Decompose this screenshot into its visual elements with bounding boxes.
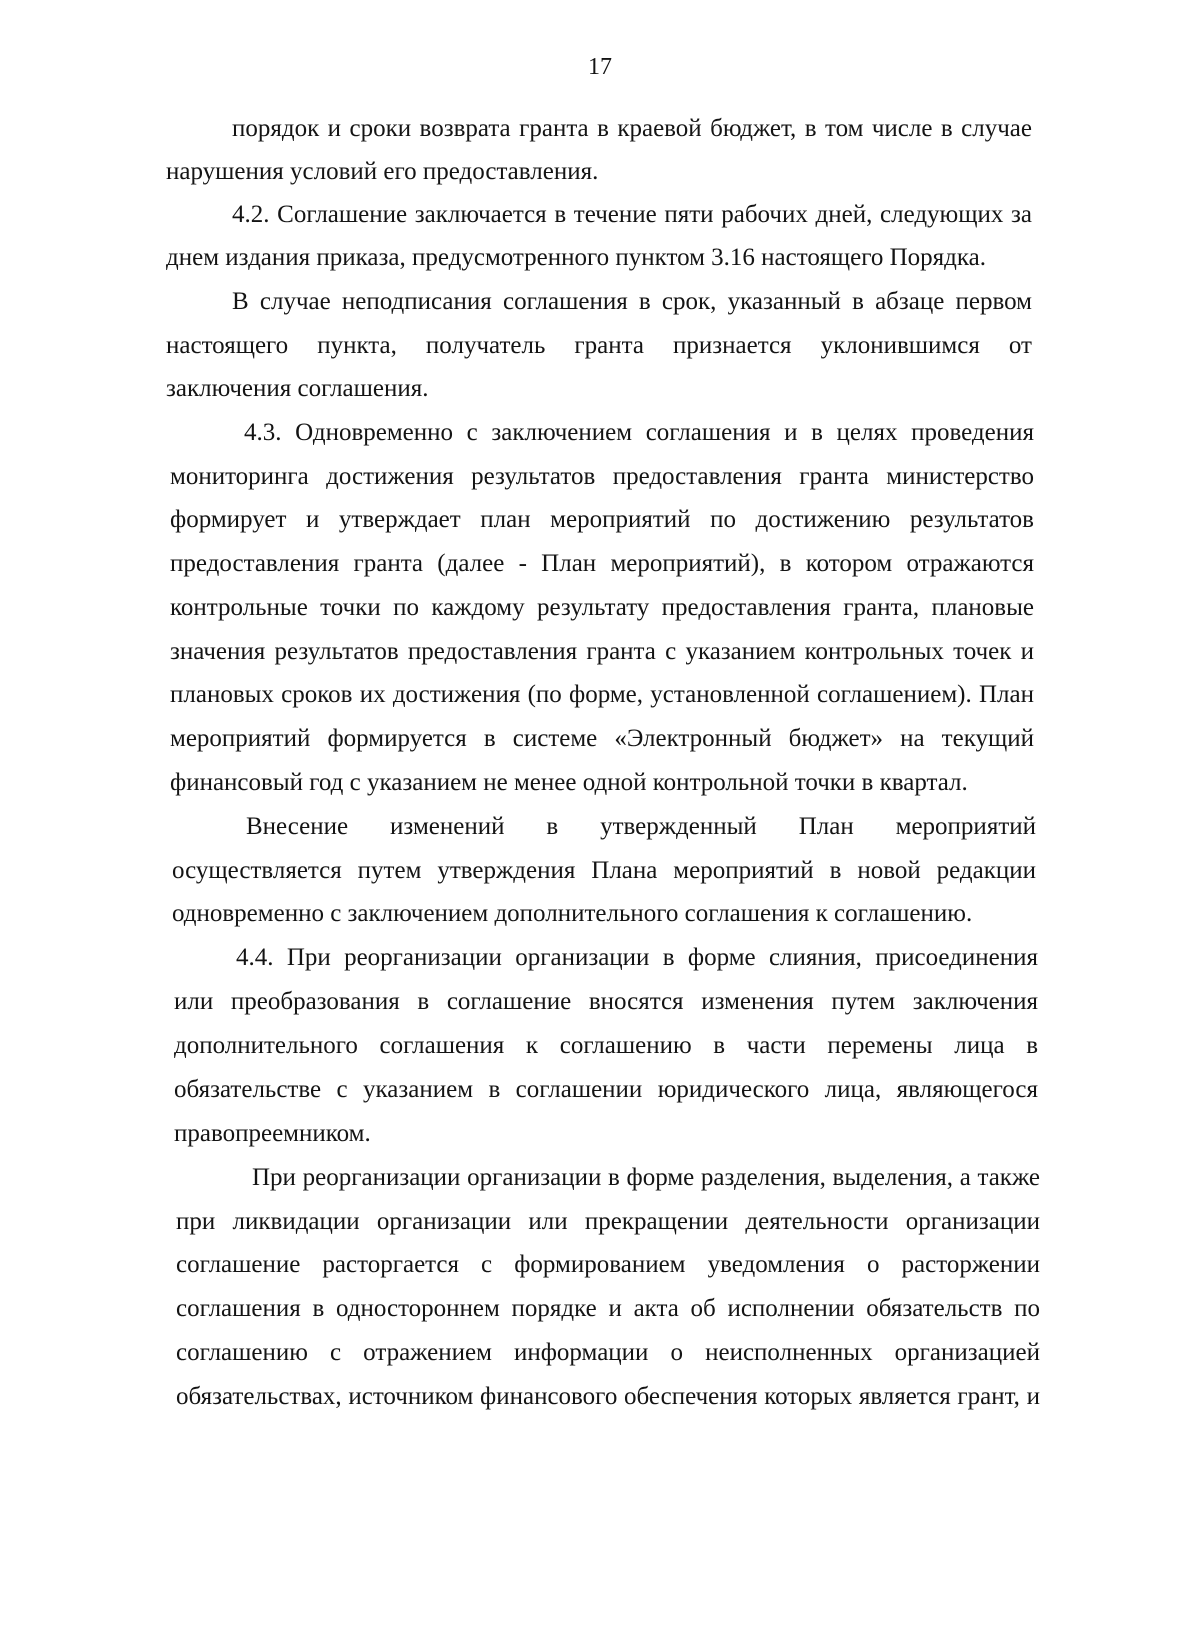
text-line: контрольные точки по каждому результату предоставления гранта, плановые	[170, 594, 1034, 621]
text-line: порядок и сроки возврата гранта в краевой бюджет, в том числе в случае	[232, 115, 1032, 142]
text-line: или преобразования в соглашение вносятся изменения путем заключения	[174, 988, 1038, 1015]
text-line: нарушения условий его предоставления.	[166, 158, 599, 185]
text-line: обязательствах, источником финансового обеспечения которых является грант, и	[176, 1383, 1040, 1410]
text-line: настоящего пункта, получатель гранта признается уклонившимся от	[166, 332, 1032, 359]
text-line: Внесение изменений в утвержденный План мероприятий	[246, 813, 1036, 840]
text-line: плановых сроков их достижения (по форме, установленной соглашением). План	[170, 681, 1034, 708]
text-line: соглашению с отражением информации о неисполненных организацией	[176, 1339, 1040, 1366]
text-line: предоставления гранта (далее - План мероприятий), в котором отражаются	[170, 550, 1034, 577]
page-number: 17	[588, 54, 612, 80]
text-line: заключения соглашения.	[166, 375, 429, 402]
text-line: 4.2. Соглашение заключается в течение пяти рабочих дней, следующих за	[232, 201, 1032, 228]
text-line: осуществляется путем утверждения Плана мероприятий в новой редакции	[172, 857, 1036, 884]
text-line: правопреемником.	[174, 1120, 371, 1147]
text-line: днем издания приказа, предусмотренного пунктом 3.16 настоящего Порядка.	[166, 244, 986, 271]
text-line: дополнительного соглашения к соглашению в части перемены лица в	[174, 1032, 1038, 1059]
text-line: мероприятий формируется в системе «Электронный бюджет» на текущий	[170, 725, 1034, 752]
text-line: При реорганизации организации в форме разделения, выделения, а также	[252, 1164, 1040, 1191]
text-line: одновременно с заключением дополнительного соглашения к соглашению.	[172, 900, 973, 927]
text-line: при ликвидации организации или прекращении деятельности организации	[176, 1208, 1040, 1235]
text-line: В случае неподписания соглашения в срок, указанный в абзаце первом	[232, 288, 1032, 315]
text-line: 4.3. Одновременно с заключением соглашения и в целях проведения	[244, 419, 1034, 446]
text-line: соглашения в одностороннем порядке и акта об исполнении обязательств по	[176, 1295, 1040, 1322]
text-line: формирует и утверждает план мероприятий по достижению результатов	[170, 506, 1034, 533]
text-line: финансовый год с указанием не менее одной контрольной точки в квартал.	[170, 769, 968, 796]
text-line: соглашение расторгается с формированием уведомления о расторжении	[176, 1251, 1040, 1278]
text-line: мониторинга достижения результатов предоставления гранта министерство	[170, 463, 1034, 490]
text-line: значения результатов предоставления гранта с указанием контрольных точек и	[170, 638, 1034, 665]
text-line: 4.4. При реорганизации организации в форме слияния, присоединения	[236, 944, 1038, 971]
text-line: обязательстве с указанием в соглашении юридического лица, являющегося	[174, 1076, 1038, 1103]
